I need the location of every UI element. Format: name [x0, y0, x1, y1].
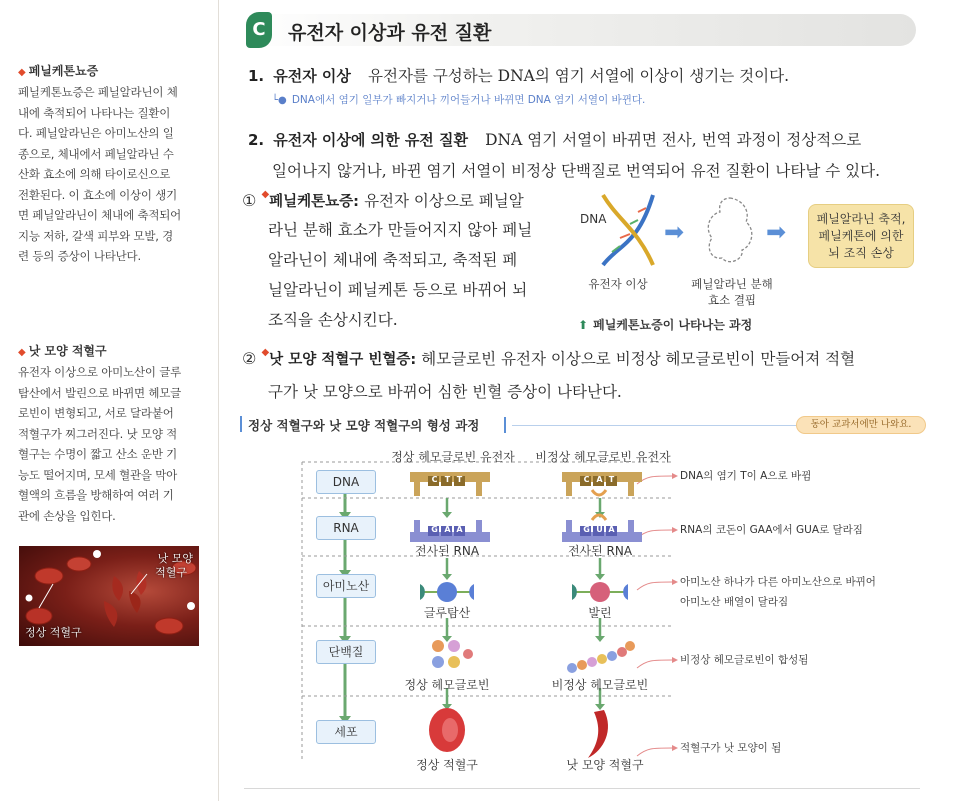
figure-2-heading: 정상 적혈구와 낫 모양 적혈구의 형성 과정 [248, 418, 480, 433]
enzyme-outline-icon [700, 194, 760, 268]
step-protein: 단백질 [316, 640, 376, 664]
blood-vessel-photo [19, 546, 199, 646]
normal-rna-label: 전사된 RNA [414, 544, 480, 558]
item-1-text: 유전자를 구성하는 DNA의 염기 서열에 이상이 생기는 것이다. [368, 67, 789, 85]
bottom-divider [244, 788, 920, 789]
photo-label-normal: 정상 적혈구 [25, 626, 82, 639]
abnormal-rna-codon: G U A [583, 525, 615, 534]
section-title: 유전자 이상과 유전 질환 [288, 22, 492, 44]
photo-label-sickle-2: 적혈구 [155, 566, 187, 579]
sub-1-text: 라닌 분해 효소가 만들어지지 않아 페닐 알라닌이 체내에 축적되고, 축적된 페 닐알라닌이 페닐케톤 등으로 바뀌어 뇌 조직을 손상시킨다. [268, 221, 533, 329]
sub-1-keyword: 페닐케톤뇨증: [269, 194, 359, 210]
arrow-right-icon: ➡ [664, 218, 685, 246]
sidebar [0, 0, 219, 801]
abnormal-hemoglobin-chain [567, 641, 635, 673]
pku-result-box: 페닐알라닌 축적, 페닐케톤에 의한 뇌 조직 손상 [808, 204, 914, 268]
dna-helix-icon [598, 190, 658, 270]
sidebar-sickle-text: 유전자 이상으로 아미노산이 글루 탐산에서 발린으로 바뀌면 헤모글 로빈이 변형되고, 서로 달라붙어 적혈구가 찌그러진다. 낫 모양 적 혈구는 수명이 짧고 산소 운반 기 능도 떨어지며, 모세 혈관을 막아 혈액의 흐름을 방해하여 여러 기 관에 손상을 입힌다. [18, 365, 182, 523]
annotation-amino-acid-1: 아미노산 하나가 다른 아미노산으로 바뀌어 [680, 576, 876, 588]
sidebar-sickle-note [18, 342, 204, 526]
photo-label-sickle-1: 낫 모양 [157, 552, 193, 565]
annotation-amino-acid-2: 아미노산 배열이 달라짐 [680, 596, 789, 608]
abnormal-amino-acid-chain [572, 582, 628, 602]
annotation-cell: 적혈구가 낫 모양이 됨 [680, 742, 782, 754]
normal-cell-label: 정상 적혈구 [416, 758, 478, 772]
sub-1-number: ① [242, 191, 257, 210]
normal-amino-acid-chain [420, 582, 474, 602]
sidebar-pku-title: ◆ 페닐케톤뇨증 [18, 64, 99, 78]
normal-amino-acid-label: 글루탐산 [423, 606, 471, 620]
annotation-dna: DNA의 염기 T이 A으로 바뀜 [680, 470, 812, 482]
abnormal-rna-label: 전사된 RNA [567, 544, 633, 558]
sub-2-text-2: 구가 낫 모양으로 바뀌어 심한 빈혈 증상이 나타난다. [268, 383, 622, 401]
item-1-number: 1. [248, 67, 265, 85]
pku-dna-label: DNA [580, 212, 607, 226]
item-1 [248, 64, 789, 86]
section-badge: C [246, 12, 272, 48]
keyword-dot-icon-2: ◆ [261, 347, 270, 358]
sub-1-line-1: 유전자 이상으로 페닐알 [364, 192, 524, 210]
caption-arrow-icon: ⬆ [578, 318, 589, 332]
sidebar-sickle-title: ◆ 낫 모양 적혈구 [18, 344, 107, 358]
diamond-icon: ◆ [18, 347, 26, 358]
keyword-dot-icon: ◆ [261, 189, 270, 200]
arrow-right-icon-2: ➡ [766, 218, 787, 246]
item-2 [248, 128, 861, 150]
abnormal-dna-codon: C A T [583, 475, 615, 484]
note-arrow-icon: └● [272, 95, 287, 106]
item-2-number: 2. [248, 131, 265, 149]
sub-2-sickle [242, 347, 855, 369]
item-2-heading: 유전자 이상에 의한 유전 질환 [273, 131, 469, 149]
normal-rna-codon: G A A [431, 525, 463, 534]
main-content [232, 0, 932, 801]
normal-protein-label: 정상 헤모글로빈 [404, 678, 490, 692]
sickle-red-blood-cell [588, 710, 608, 758]
annotation-protein: 비정상 헤모글로빈이 합성됨 [680, 654, 809, 666]
normal-hemoglobin-cluster [432, 640, 473, 668]
abnormal-amino-acid-label: 발린 [588, 606, 612, 620]
normal-dna-codon: C T T [431, 475, 463, 484]
annotation-rna: RNA의 코돈이 GAA에서 GUA로 달라짐 [680, 524, 863, 536]
sub-2-keyword: 낫 모양 적혈구 빈혈증: [269, 352, 417, 368]
abnormal-protein-label: 비정상 헤모글로빈 [551, 678, 649, 692]
sub-2-text-1: 헤모글로빈 유전자 이상으로 비정상 헤모글로빈이 만들어져 적혈 [421, 350, 856, 368]
sub-1-pku [242, 189, 562, 335]
step-amino-acid: 아미노산 [316, 574, 376, 598]
sub-2-number: ② [242, 349, 257, 368]
normal-red-blood-cell [429, 708, 465, 752]
abnormal-gene-label: 비정상 헤모글로빈 유전자 [535, 450, 671, 464]
figure-2 [232, 440, 932, 785]
textbook-tag: 동아 교과서에만 나와요. [796, 416, 926, 434]
item-2-text-1: DNA 염기 서열이 바뀌면 전사, 번역 과정이 정상적으로 [485, 131, 862, 149]
pku-cap-gene: 유전자 이상 [588, 277, 648, 291]
item-1-note: └● DNA에서 염기 일부가 빠지거나 끼어들거나 바뀌면 DNA 염기 서열이 바뀐다. [272, 94, 646, 106]
sidebar-pku-note [18, 62, 204, 267]
step-rna: RNA [316, 516, 376, 540]
pku-cap-enzyme: 페닐알라닌 분해 효소 결핍 [691, 277, 773, 307]
sickle-cell-label: 낫 모양 적혈구 [566, 758, 644, 772]
item-2-text-2: 일어나지 않거나, 바뀐 염기 서열이 비정상 단백질로 번역되어 유전 질환이 나타날 수 있다. [272, 162, 881, 180]
step-dna: DNA [316, 470, 376, 494]
pku-figure [570, 190, 930, 335]
sidebar-pku-text: 페닐케톤뇨증은 페닐알라닌이 체 내에 축적되어 나타나는 질환이 다. 페닐알라닌은 아미노산의 일 종으로, 체내에서 페닐알라닌 수 산화 효소에 의해 타이로신으로 전환된다. 이 효소에 이상이 생기 면 페닐알라닌이 체내에 축적되어 지능 저하, 갈색 피부와 모발, 경 련 등의 증상이 나타난다. [18, 85, 182, 263]
normal-gene-label: 정상 헤모글로빈 유전자 [391, 450, 515, 464]
item-1-heading: 유전자 이상 [273, 67, 351, 85]
pku-caption: ⬆ 페닐케톤뇨증이 나타나는 과정 [578, 318, 753, 332]
figure-2-header [240, 414, 930, 436]
diamond-icon: ◆ [18, 67, 26, 78]
step-cell: 세포 [316, 720, 376, 744]
